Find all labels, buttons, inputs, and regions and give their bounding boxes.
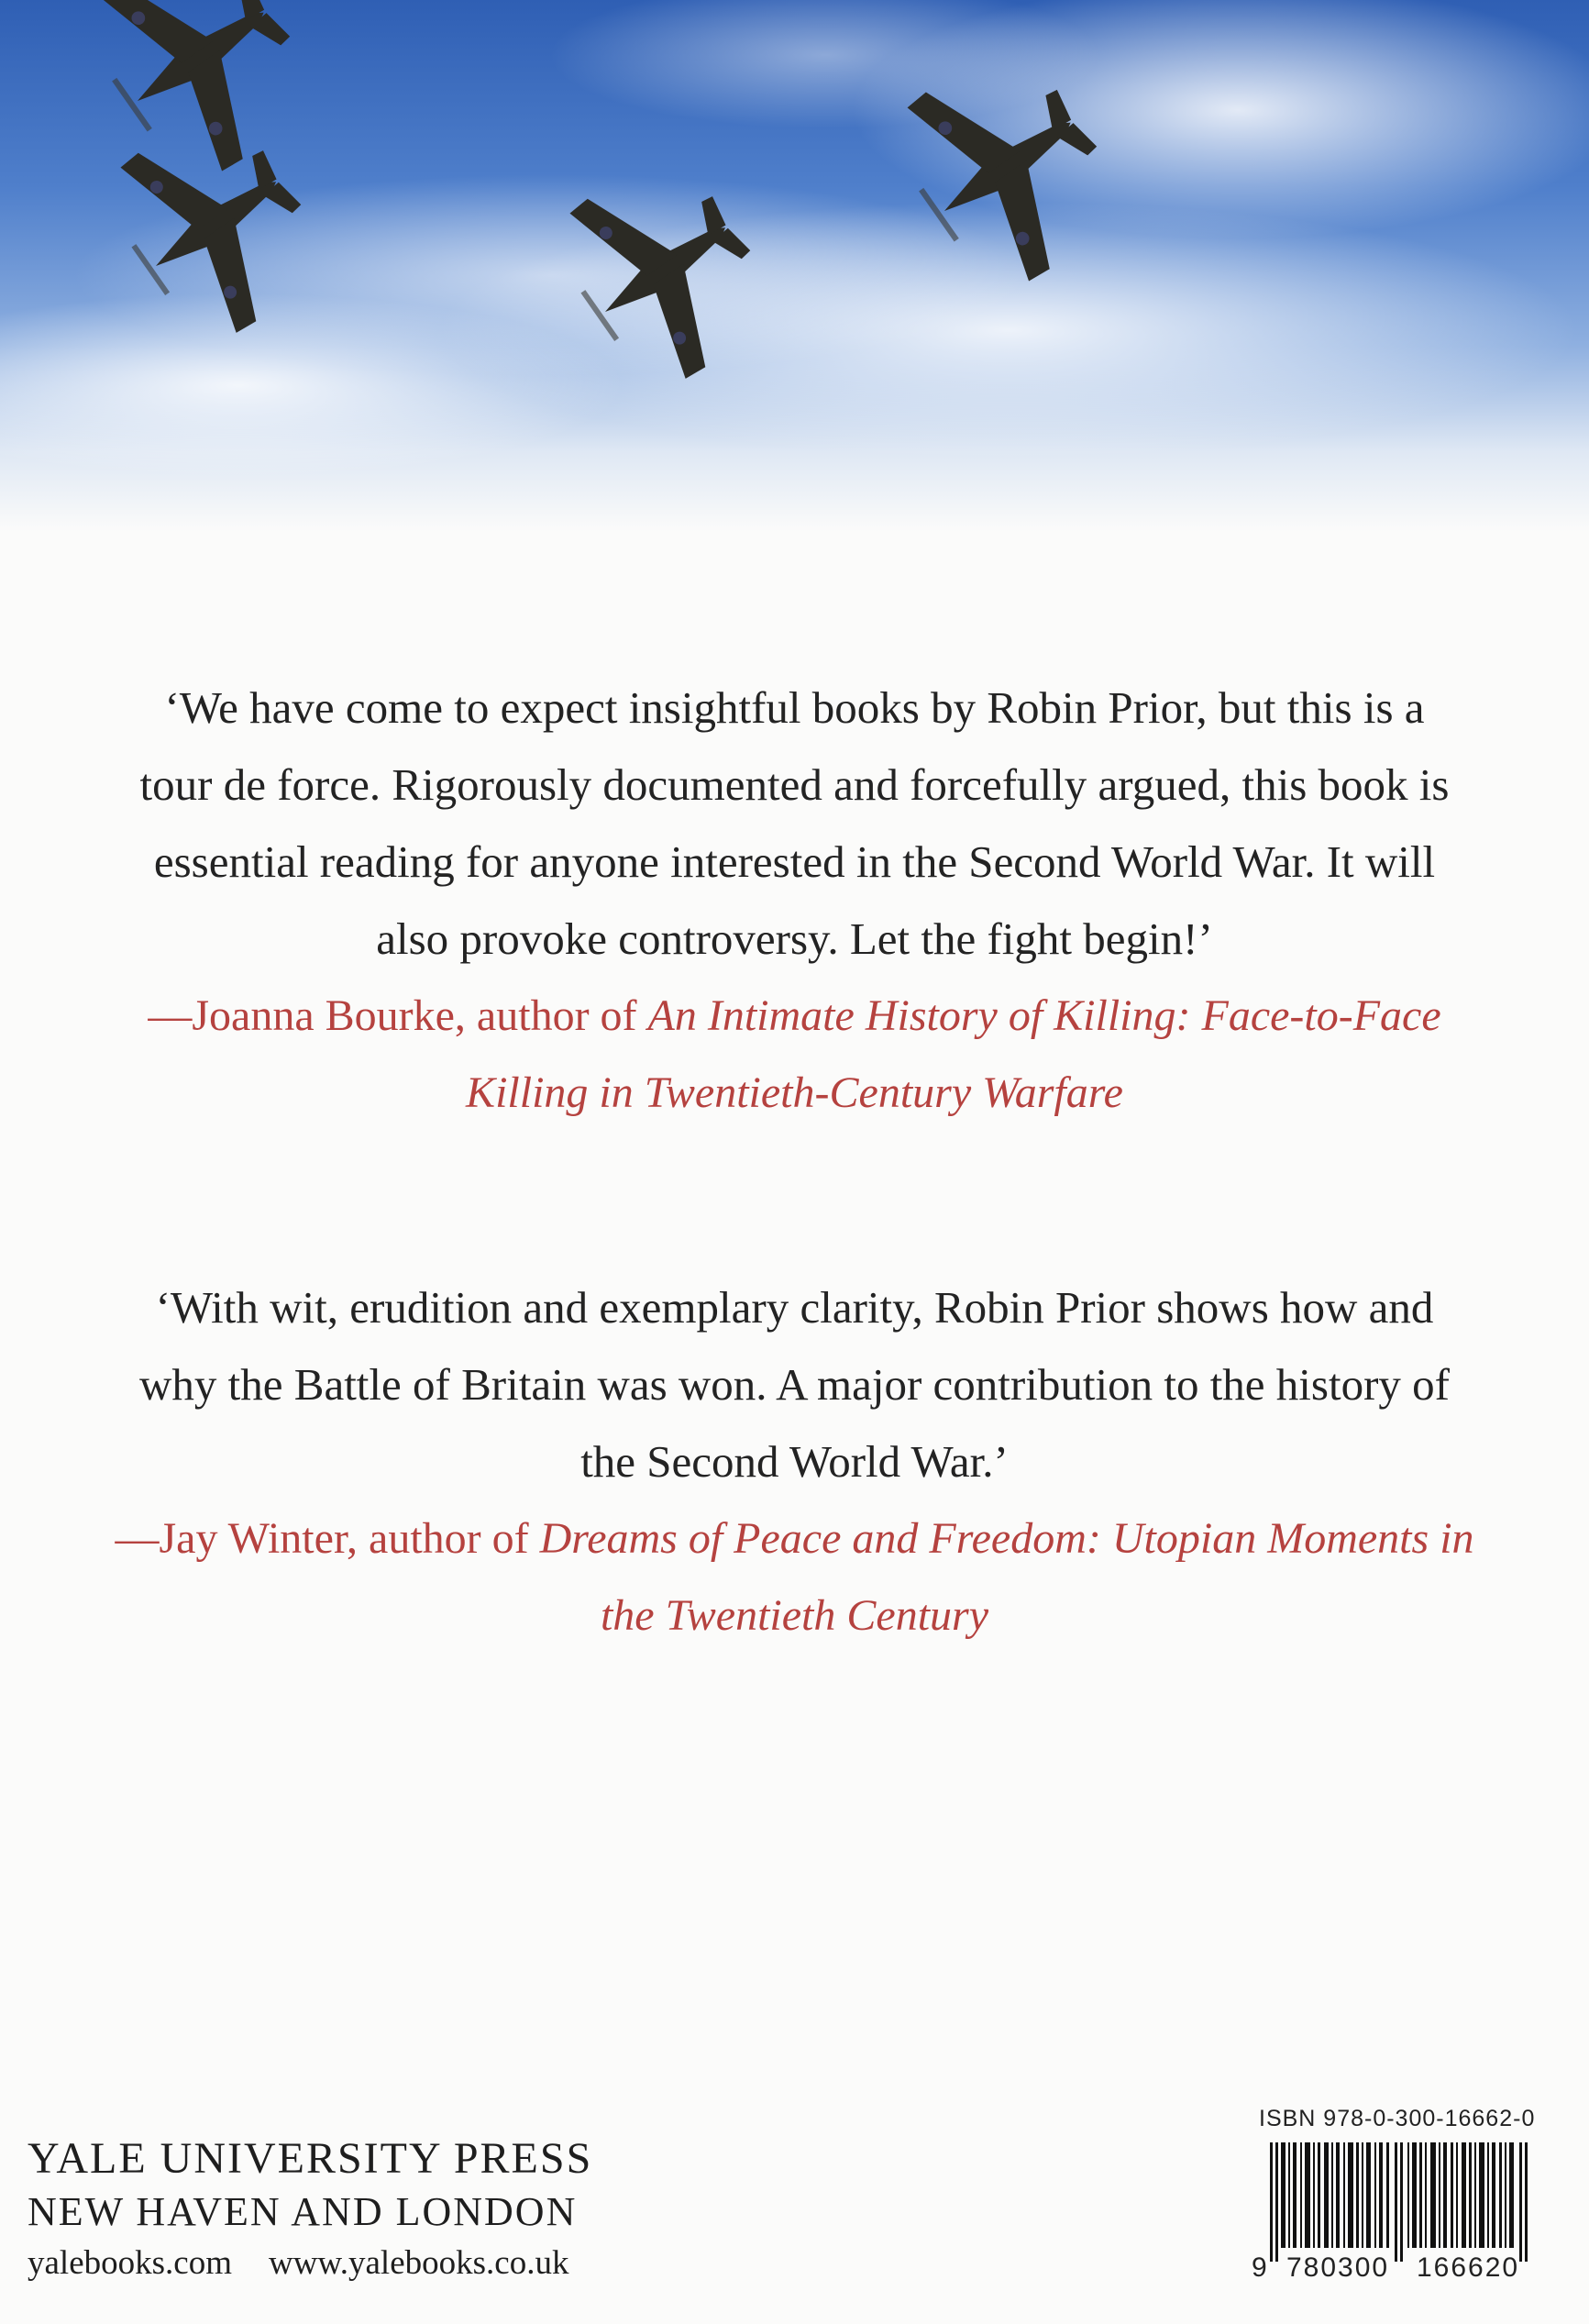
attribution-book-title: An Intimate History of Killing: Face-to-Face [647,991,1441,1040]
publisher-cities: NEW HAVEN AND LONDON [28,2189,578,2234]
quote-attribution [0,978,1589,1132]
publisher-name: YALE UNIVERSITY PRESS [28,2134,593,2183]
barcode-digit-group: 166620 [1417,2252,1520,2283]
isbn-label: ISBN 978-0-300-16662-0 [1259,2106,1536,2131]
attribution-line [0,1500,1589,1577]
barcode-digit-group: 780300 [1286,2252,1390,2283]
website-link-us[interactable]: yalebooks.com [28,2244,232,2282]
publisher-websites [28,2239,669,2288]
attribution-line [0,1055,1589,1132]
quote-text [0,1269,1589,1500]
quote-attribution [0,1500,1589,1654]
review-quote-bourke [0,670,1589,1132]
review-quotes [0,670,1589,1654]
attribution-line [0,978,1589,1055]
quote-line: tour de force. Rigorously documented and forcefully argued, this book is [139,759,1450,810]
quote-line: the Second World War.’ [580,1436,1009,1487]
website-link-uk[interactable]: www.yalebooks.co.uk [268,2244,569,2282]
attribution-book-title: Killing in Twentieth-Century Warfare [466,1068,1123,1117]
review-quote-winter [0,1269,1589,1654]
attribution-book-title: Dreams of Peace and Freedom: Utopian Moments in [539,1514,1474,1563]
quote-line: ‘We have come to expect insightful books by Robin Prior, but this is a [164,682,1425,733]
attribution-book-title: the Twentieth Century [600,1591,989,1640]
attribution-prefix: —Joanna Bourke, author of [148,991,648,1040]
attribution-line [0,1577,1589,1654]
barcode-digit-lead: 9 [1252,2252,1269,2283]
isbn-barcode [1252,2106,1554,2298]
cover-sky-photo [0,0,1589,532]
barcode-icon [1261,2142,1545,2262]
quote-line: also provoke controversy. Let the fight begin!’ [376,913,1213,964]
publisher-imprint [28,2132,669,2288]
attribution-prefix: —Jay Winter, author of [115,1514,540,1563]
quote-line: essential reading for anyone interested in the Second World War. It will [153,836,1436,887]
quote-line: ‘With wit, erudition and exemplary clarity, Robin Prior shows how and [155,1282,1434,1333]
quote-text [0,670,1589,978]
quote-line: why the Battle of Britain was won. A major contribution to the history of [139,1359,1450,1410]
